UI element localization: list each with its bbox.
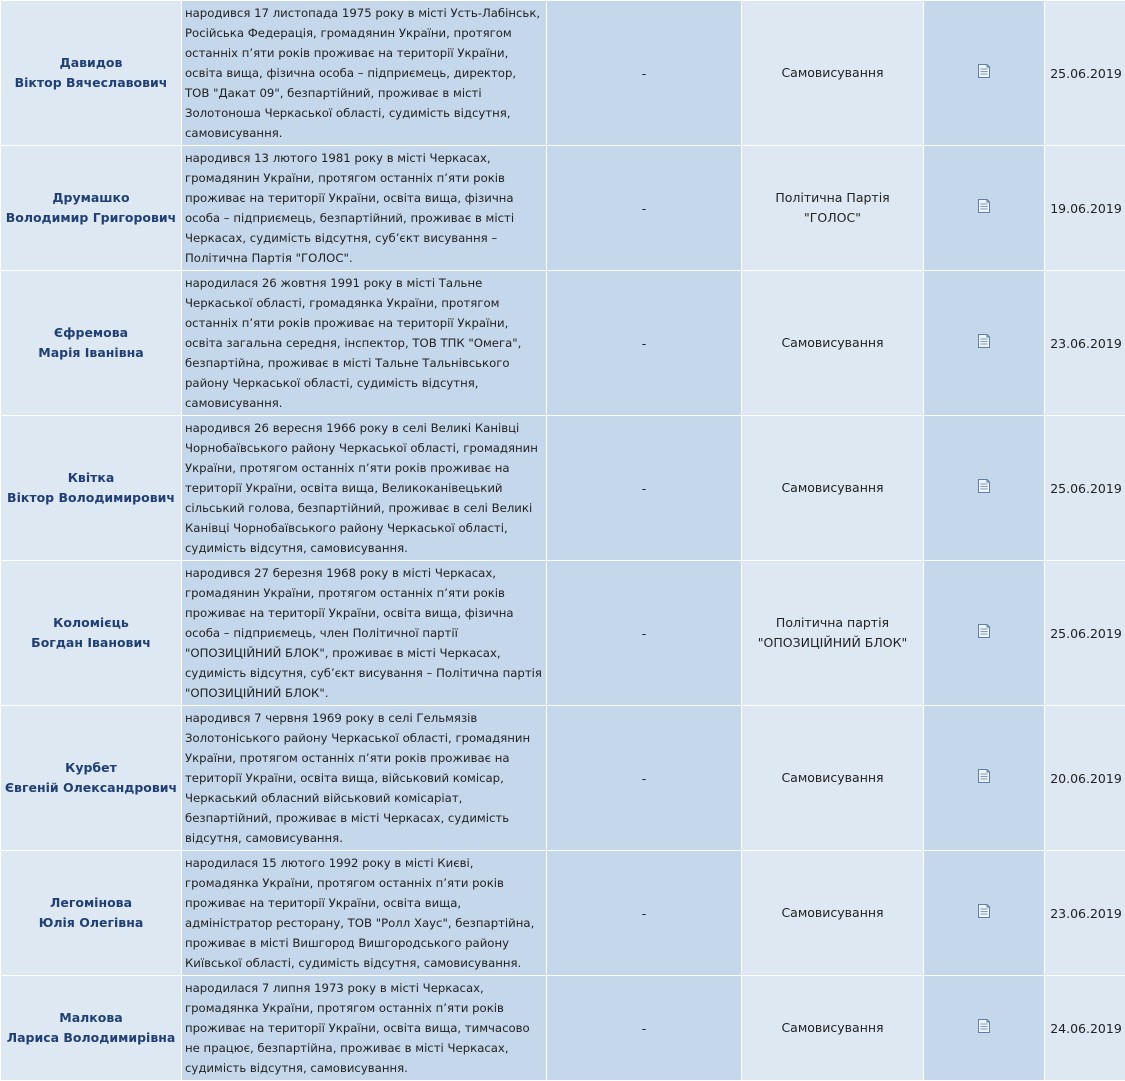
candidate-bio: народився 13 лютого 1981 року в місті Черкасах, громадянин України, протягом останніх п’яти років проживає на території України, освіта вища, фізична особа – підприємець, безпартійний, проживає в місті Черкасах, судимість відсутня, суб’єкт висування – Політична Партія "ГОЛОС". (182, 146, 546, 270)
table-row (1, 976, 1125, 1081)
document-cell (924, 706, 1045, 851)
registration-date: 25.06.2019 (1050, 626, 1122, 641)
nomination-cell (742, 271, 924, 416)
candidate-bio: народилася 15 лютого 1992 року в місті Києві, громадянка України, протягом останніх п’яти років проживає на території України, освіта вища, адміністратор ресторану, ТОВ "Ролл Хаус", безпартійна, проживає в місті Вишгород Вишгородського району Київської області, судимість відсутня, самовисування. (182, 851, 546, 975)
candidate-given-names[interactable]: Володимир Григорович (1, 208, 181, 228)
empty-value-cell (547, 416, 742, 561)
empty-value: - (642, 336, 647, 351)
document-cell (924, 146, 1045, 271)
candidate-surname[interactable]: Малкова (1, 1008, 181, 1028)
empty-value-cell (547, 851, 742, 976)
empty-value: - (642, 906, 647, 921)
empty-value-cell (547, 1, 742, 146)
document-cell (924, 561, 1045, 706)
candidate-surname[interactable]: Курбет (1, 758, 181, 778)
candidate-given-names[interactable]: Віктор Вячеславович (1, 73, 181, 93)
candidate-bio-cell (182, 271, 547, 416)
nomination-cell (742, 146, 924, 271)
candidate-bio-cell (182, 706, 547, 851)
document-icon[interactable] (977, 623, 991, 639)
registration-date-cell (1045, 851, 1125, 976)
document-icon[interactable] (977, 768, 991, 784)
document-cell (924, 851, 1045, 976)
empty-value: - (642, 481, 647, 496)
nomination-subject: Самовисування (742, 63, 923, 83)
candidate-bio: народився 7 червня 1969 року в селі Гельмязів Золотоніського району Черкаської області, громадянин України, протягом останніх п’яти років проживає на території України, освіта вища, військовий комісар, Черкаський обласний військовий комісаріат, безпартійний, проживає в місті Черкасах, судимість відсутня, самовисування. (182, 706, 546, 850)
registration-date: 20.06.2019 (1050, 771, 1122, 786)
registration-date-cell (1045, 146, 1125, 271)
document-icon[interactable] (977, 903, 991, 919)
empty-value-cell (547, 271, 742, 416)
table-row (1, 146, 1125, 271)
candidate-name-cell (1, 706, 182, 851)
registration-date: 23.06.2019 (1050, 336, 1122, 351)
candidate-bio: народилася 7 липня 1973 року в місті Черкасах, громадянка України, протягом останніх п’яти років проживає на території України, освіта вища, тимчасово не працює, безпартійна, проживає в місті Черкасах, судимість відсутня, самовисування. (182, 976, 546, 1080)
nomination-cell (742, 416, 924, 561)
document-icon[interactable] (977, 478, 991, 494)
document-cell (924, 271, 1045, 416)
registration-date: 24.06.2019 (1050, 1021, 1122, 1036)
candidate-given-names[interactable]: Юлія Олегівна (1, 913, 181, 933)
candidate-surname[interactable]: Єфремова (1, 323, 181, 343)
candidate-given-names[interactable]: Лариса Володимирівна (1, 1028, 181, 1048)
candidate-bio: народилася 26 жовтня 1991 року в місті Тальне Черкаської області, громадянка України, протягом останніх п’яти років проживає на території України, освіта загальна середня, інспектор, ТОВ ТПК "Омега", безпартійна, проживає в місті Тальне Тальнівського району Черкаської області, судимість відсутня, самовисування. (182, 271, 546, 415)
registration-date-cell (1045, 976, 1125, 1081)
candidate-surname[interactable]: Давидов (1, 53, 181, 73)
candidate-name-cell (1, 146, 182, 271)
nomination-subject: Самовисування (742, 768, 923, 788)
registration-date: 25.06.2019 (1050, 66, 1122, 81)
candidate-name-cell (1, 851, 182, 976)
candidate-bio-cell (182, 976, 547, 1081)
document-cell (924, 1, 1045, 146)
candidate-bio-cell (182, 561, 547, 706)
document-icon[interactable] (977, 198, 991, 214)
candidate-given-names[interactable]: Богдан Іванович (1, 633, 181, 653)
candidate-bio-cell (182, 1, 547, 146)
nomination-subject: Політична Партія "ГОЛОС" (742, 188, 923, 228)
registration-date: 25.06.2019 (1050, 481, 1122, 496)
table-row (1, 851, 1125, 976)
document-cell (924, 976, 1045, 1081)
candidate-name-cell (1, 1, 182, 146)
candidate-bio-cell (182, 146, 547, 271)
candidate-surname[interactable]: Легомінова (1, 893, 181, 913)
registration-date: 23.06.2019 (1050, 906, 1122, 921)
nomination-subject: Самовисування (742, 478, 923, 498)
table-row (1, 561, 1125, 706)
registration-date-cell (1045, 1, 1125, 146)
registration-date-cell (1045, 706, 1125, 851)
document-icon[interactable] (977, 1018, 991, 1034)
candidate-name-cell (1, 561, 182, 706)
candidate-given-names[interactable]: Віктор Володимирович (1, 488, 181, 508)
candidate-bio: народився 27 березня 1968 року в місті Черкасах, громадянин України, протягом останніх п’яти років проживає на території України, освіта вища, фізична особа – підприємець, член Політичної партії "ОПОЗИЦІЙНИЙ БЛОК", проживає в місті Черкасах, судимість відсутня, суб’єкт висування – Політична партія "ОПОЗИЦІЙНИЙ БЛОК". (182, 561, 546, 705)
candidate-bio: народився 26 вересня 1966 року в селі Великі Канівці Чорнобаївського району Черкаської області, громадянин України, протягом останніх п’яти років проживає на території України, освіта вища, Великоканівецький сільський голова, безпартійний, проживає в селі Великі Канівці Чорнобаївського району Черкаської області, судимість відсутня, самовисування. (182, 416, 546, 560)
candidate-given-names[interactable]: Євгеній Олександрович (1, 778, 181, 798)
candidate-bio-cell (182, 416, 547, 561)
table-row (1, 706, 1125, 851)
nomination-cell (742, 1, 924, 146)
nomination-subject: Самовисування (742, 1018, 923, 1038)
nomination-subject: Самовисування (742, 333, 923, 353)
table-row (1, 416, 1125, 561)
empty-value-cell (547, 146, 742, 271)
candidate-given-names[interactable]: Марія Іванівна (1, 343, 181, 363)
table-row (1, 1, 1125, 146)
document-icon[interactable] (977, 63, 991, 79)
candidate-surname[interactable]: Квітка (1, 468, 181, 488)
document-cell (924, 416, 1045, 561)
candidate-surname[interactable]: Коломієць (1, 613, 181, 633)
candidate-surname[interactable]: Друмашко (1, 188, 181, 208)
nomination-cell (742, 851, 924, 976)
candidate-bio: народився 17 листопада 1975 року в місті Усть-Лабінськ, Російська Федерація, громадянин України, протягом останніх п’яти років проживає на території України, освіта вища, фізична особа – підприємець, директор, ТОВ "Дакат 09", безпартійний, проживає в місті Золотоноша Черкаської області, судимість відсутня, самовисування. (182, 1, 546, 145)
table-row (1, 271, 1125, 416)
registration-date: 19.06.2019 (1050, 201, 1122, 216)
empty-value: - (642, 771, 647, 786)
nomination-cell (742, 706, 924, 851)
nomination-subject: Самовисування (742, 903, 923, 923)
empty-value-cell (547, 561, 742, 706)
nomination-cell (742, 561, 924, 706)
nomination-subject: Політична партія "ОПОЗИЦІЙНИЙ БЛОК" (742, 613, 923, 653)
empty-value-cell (547, 706, 742, 851)
registration-date-cell (1045, 416, 1125, 561)
empty-value: - (642, 201, 647, 216)
candidate-name-cell (1, 271, 182, 416)
registration-date-cell (1045, 561, 1125, 706)
empty-value-cell (547, 976, 742, 1081)
nomination-cell (742, 976, 924, 1081)
empty-value: - (642, 626, 647, 641)
registration-date-cell (1045, 271, 1125, 416)
document-icon[interactable] (977, 333, 991, 349)
candidate-name-cell (1, 416, 182, 561)
candidate-bio-cell (182, 851, 547, 976)
candidate-name-cell (1, 976, 182, 1081)
empty-value: - (642, 1021, 647, 1036)
empty-value: - (642, 66, 647, 81)
